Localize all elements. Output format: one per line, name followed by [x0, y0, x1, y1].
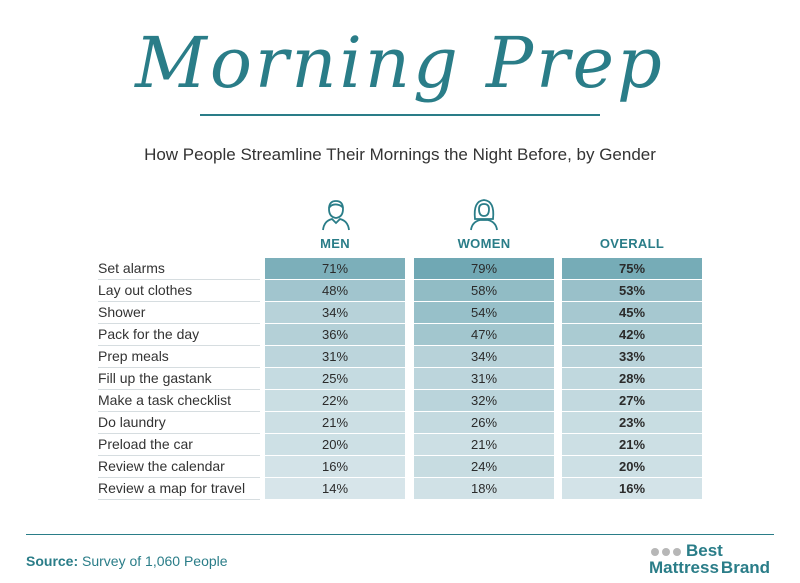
row-label: Lay out clothes: [98, 282, 193, 298]
table-cell: 75%: [562, 258, 702, 279]
row-label: Preload the car: [98, 436, 193, 452]
column-header-overall: OVERALL: [599, 236, 665, 251]
logo-dot: [673, 548, 681, 556]
logo-dot: [651, 548, 659, 556]
row-label: Set alarms: [98, 260, 165, 276]
column-header-men: MEN: [320, 236, 350, 251]
row-divider: [98, 499, 260, 500]
brand-logo: [649, 542, 774, 578]
table-cell: 28%: [562, 368, 702, 389]
column-header-women: WOMEN: [457, 236, 511, 251]
row-label: Review a map for travel: [98, 480, 246, 496]
row-label: Review the calendar: [98, 458, 225, 474]
table-cell: 18%: [414, 478, 554, 499]
table-cell: 53%: [562, 280, 702, 301]
table-cell: 54%: [414, 302, 554, 323]
row-label: Pack for the day: [98, 326, 200, 342]
footer-divider: [26, 534, 774, 535]
table-cell: 21%: [562, 434, 702, 455]
table-cell: 36%: [265, 324, 405, 345]
table-cell: 58%: [414, 280, 554, 301]
table-cell: 21%: [265, 412, 405, 433]
table-cell: 48%: [265, 280, 405, 301]
table-cell: 23%: [562, 412, 702, 433]
table-cell: 32%: [414, 390, 554, 411]
woman-icon: [467, 197, 501, 231]
row-label: Fill up the gastank: [98, 370, 212, 386]
logo-text-brand: Brand: [720, 558, 771, 577]
row-label: Shower: [98, 304, 146, 320]
man-icon: [319, 197, 353, 231]
row-label: Make a task checklist: [98, 392, 232, 408]
table-cell: 20%: [265, 434, 405, 455]
table-cell: 42%: [562, 324, 702, 345]
source-text: Survey of 1,060 People: [82, 553, 228, 569]
title-underline: [200, 114, 600, 116]
table-cell: 71%: [265, 258, 405, 279]
row-label: Prep meals: [98, 348, 169, 364]
source-note: [26, 553, 228, 569]
chart-title: Morning Prep: [135, 22, 665, 104]
table-cell: 45%: [562, 302, 702, 323]
table-cell: 27%: [562, 390, 702, 411]
table-cell: 34%: [265, 302, 405, 323]
table-cell: 22%: [265, 390, 405, 411]
table-cell: 47%: [414, 324, 554, 345]
logo-text-mattress-brand: [649, 559, 770, 577]
table-cell: 31%: [265, 346, 405, 367]
table-cell: 34%: [414, 346, 554, 367]
table-cell: 20%: [562, 456, 702, 477]
table-cell: 33%: [562, 346, 702, 367]
logo-text-mattress: Mattress: [649, 558, 719, 577]
table-cell: 14%: [265, 478, 405, 499]
table-cell: 16%: [562, 478, 702, 499]
table-cell: 25%: [265, 368, 405, 389]
table-cell: 16%: [265, 456, 405, 477]
chart-subtitle: How People Streamline Their Mornings the Night Before, by Gender: [144, 145, 656, 164]
logo-dot: [662, 548, 670, 556]
logo-text-best: Best: [686, 541, 723, 560]
row-label: Do laundry: [98, 414, 166, 430]
table-cell: 31%: [414, 368, 554, 389]
table-cell: 24%: [414, 456, 554, 477]
table-cell: 26%: [414, 412, 554, 433]
source-label: Source:: [26, 553, 79, 569]
table-cell: 21%: [414, 434, 554, 455]
table-cell: 79%: [414, 258, 554, 279]
